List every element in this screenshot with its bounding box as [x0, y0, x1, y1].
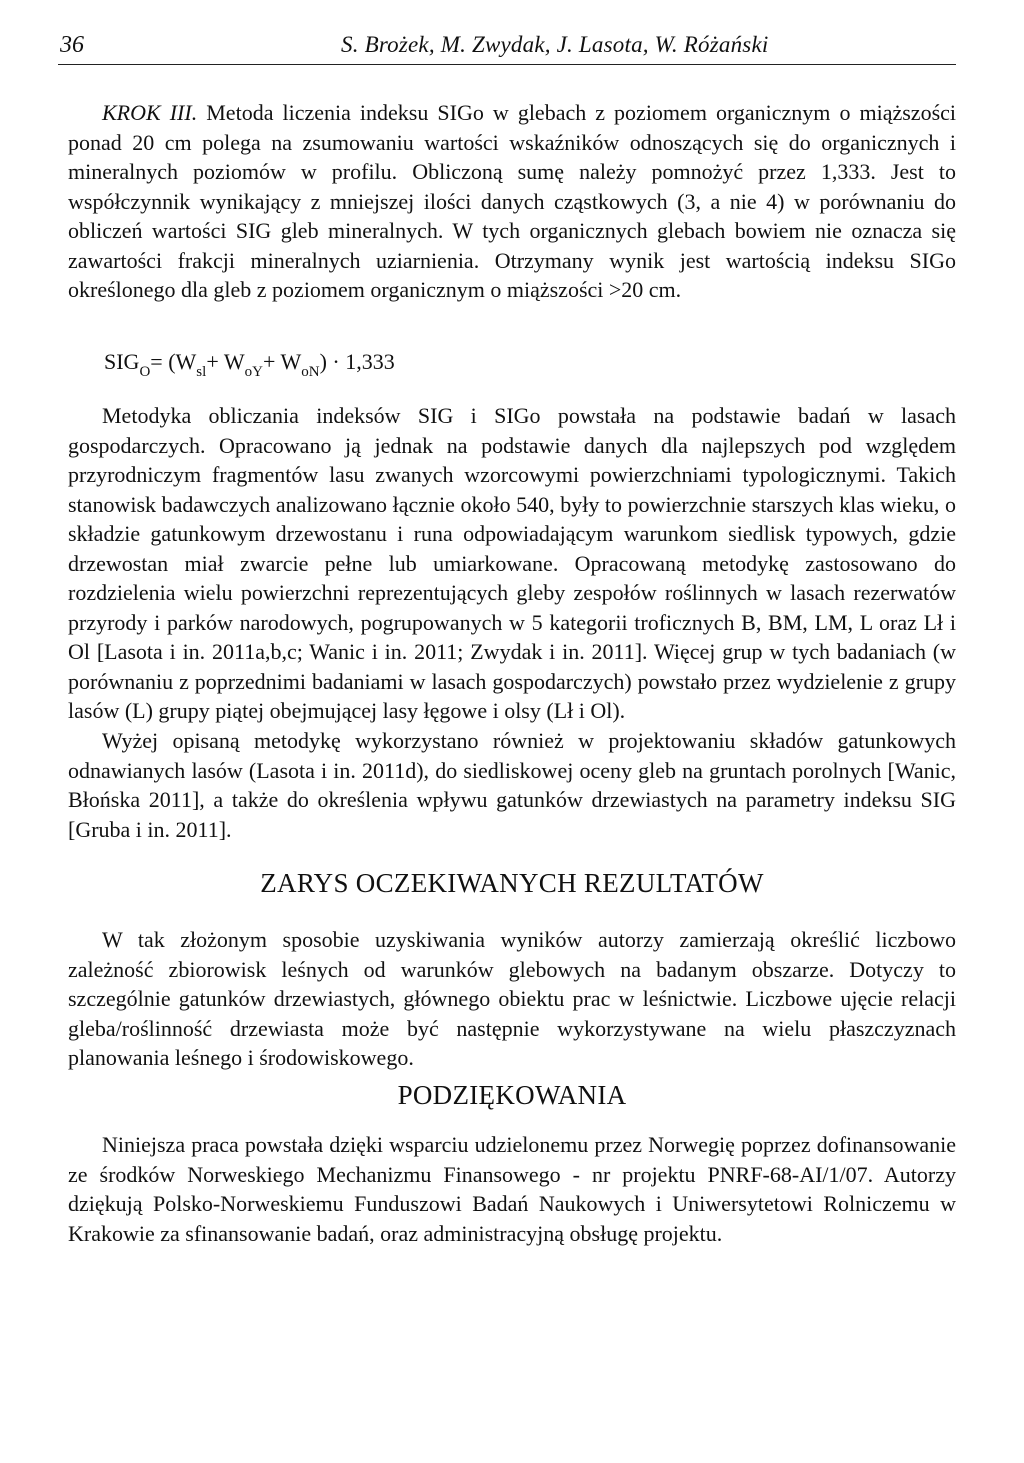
methodology-paragraph: Metodyka obliczania indeksów SIG i SIGo powstała na podstawie badań w lasach gospodarczych. Opracowano ją jednak na podstawie danych dla najlepszych pod względem przyrodniczym fragmentów lasu zwanych wzorcowymi powierzchniami typologicznymi. Takich stanowisk badawczych analizowano łącznie około 540, były to powierzchnie starszych klas wieku, o składzie gatunkowym drzewostanu i runa odpowiadającym warunkom siedlisk typowych, gdzie drzewostan miał zwarcie pełne lub umiarkowane. Opracowaną metodykę zastosowano do rozdzielenia wielu powierzchni reprezentujących gleby zespołów roślinnych w lasach rezerwatów przyrody i parków narodowych, pogrupowanych w 5 kategorii troficznych B, BM, LM, L oraz Lł i Ol [Lasota i in. 2011a,b,c; Wanic i in. 2011; Zwydak i in. 2011]. Więcej grup w tych badaniach (w porównaniu z poprzednimi badaniami w lasach gospodarczych) powstało przez wydzielenie z grupy lasów (L) grupy piątej obejmującej lasy łęgowe i olsy (Lł i Ol).	[68, 403, 956, 723]
formula-tail: ) · 1,333	[319, 349, 395, 374]
formula-term3-subscript: oN	[301, 364, 320, 380]
formula-term1-subscript: sl	[196, 364, 207, 380]
running-head-authors: S. Brożek, M. Zwydak, J. Lasota, W. Różański	[341, 32, 769, 57]
formula-lhs: SIG	[104, 349, 140, 374]
krok-three-text: Metoda liczenia indeksu SIGo w glebach z poziomem organicznym o miąższości ponad 20 cm polega na zsumowaniu wartości wskaźników odnoszących się do organicznych i mineralnych poziomów w profilu. Obliczoną sumę należy pomnożyć przez 1,333. Jest to współczynnik wynikający z mniejszej ilości danych cząstkowych (3, a nie 4) w porównaniu do obliczeń wartości SIG gleb mineralnych. W tych organicznych glebach bowiem nie oznacza się zawartości frakcji mineralnych uziarnienia. Otrzymany wynik jest wartością indeksu SIGo określonego dla gleb z poziomem organicznym o miąższości >20 cm.	[68, 100, 957, 302]
krok-three-paragraph	[68, 98, 956, 305]
formula-eq: = (W	[150, 349, 197, 374]
sigo-formula	[104, 347, 395, 387]
formula-plus2: + W	[262, 349, 302, 374]
krok-three-label: KROK III.	[102, 100, 198, 125]
formula-lhs-subscript: O	[139, 364, 151, 380]
acknowledgements-paragraph: Niniejsza praca powstała dzięki wsparciu udzielonemu przez Norwegię poprzez dofinansowanie ze środków Norweskiego Mechanizmu Finansowego - nr projektu PNRF-68-AI/1/07. Autorzy dziękują Polsko-Norweskiemu Funduszowi Badań Naukowych i Uniwersytetowi Rolniczemu w Krakowie za sfinansowanie badań, oraz administracyjną obsługę projektu.	[68, 1132, 956, 1246]
results-section-heading: ZARYS OCZEKIWANYCH REZULTATÓW	[260, 868, 764, 898]
page-header	[58, 30, 956, 65]
page-number: 36	[60, 32, 84, 58]
acknowledgements-heading: PODZIĘKOWANIA	[397, 1080, 627, 1110]
applications-paragraph: Wyżej opisaną metodykę wykorzystano również w projektowaniu składów gatunkowych odnawianych lasów (Lasota i in. 2011d), do siedliskowej oceny gleb na gruntach porolnych [Wanic, Błońska 2011], a także do określenia wpływu gatunków drzewiastych na parametry indeksu SIG [Gruba i in. 2011].	[68, 728, 956, 842]
formula-plus1: + W	[206, 349, 245, 374]
formula-term2-subscript: oY	[244, 364, 263, 380]
results-paragraph: W tak złożonym sposobie uzyskiwania wyników autorzy zamierzają określić liczbowo zależność zbiorowisk leśnych od warunków glebowych na badanym obszarze. Dotyczy to szczególnie gatunków drzewiastych, głównego obiektu prac w leśnictwie. Liczbowe ujęcie relacji gleba/roślinność drzewiasta może być następnie wykorzystywane na wielu płaszczyznach planowania leśnego i środowiskowego.	[68, 927, 956, 1070]
